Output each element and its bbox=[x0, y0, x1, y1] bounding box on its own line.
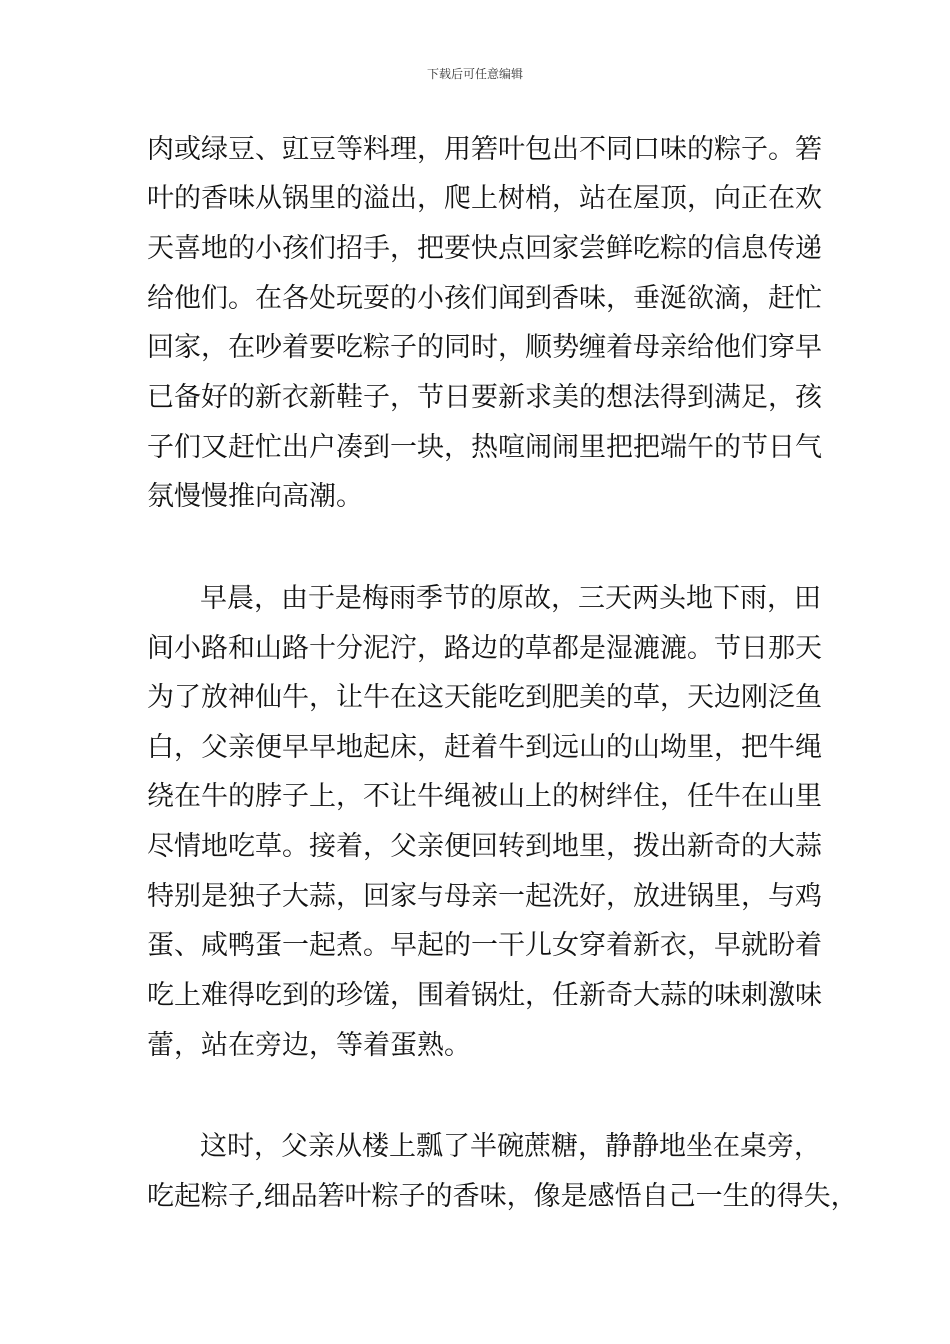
paragraph-2-line-2: 间小路和山路十分泥泞，路边的草都是湿漉漉。节日那天 bbox=[147, 633, 822, 664]
paragraph-2-line-9: 吃上难得吃到的珍馐，围着锅灶，任新奇大蒜的味刺激味 bbox=[147, 980, 822, 1011]
paragraph-1-line-1: 肉或绿豆、豇豆等料理，用箬叶包出不同口味的粽子。箬 bbox=[147, 134, 822, 165]
paragraph-2-line-3: 为了放神仙牛，让牛在这天能吃到肥美的草，天边刚泛鱼 bbox=[147, 682, 822, 713]
paragraph-2-line-7: 特别是独子大蒜，回家与母亲一起洗好，放进锅里，与鸡 bbox=[147, 881, 822, 912]
paragraph-2-line-10: 蕾，站在旁边，等着蛋熟。 bbox=[147, 1030, 471, 1061]
paragraph-1-line-2: 叶的香味从锅里的溢出，爬上树梢，站在屋顶，向正在欢 bbox=[147, 183, 822, 214]
paragraph-3-line-1: 这时，父亲从楼上瓢了半碗蔗糖，静静地坐在桌旁， bbox=[200, 1131, 821, 1162]
paragraph-1-line-8: 氛慢慢推向高潮。 bbox=[147, 481, 363, 512]
paragraph-1-line-7: 子们又赶忙出户凑到一块，热喧闹闹里把把端午的节日气 bbox=[147, 432, 822, 463]
paragraph-2-line-1: 早晨，由于是梅雨季节的原故，三天两头地下雨，田 bbox=[200, 583, 821, 614]
paragraph-1-line-6: 已备好的新衣新鞋子，节日要新求美的想法得到满足，孩 bbox=[147, 382, 822, 413]
paragraph-2-line-4: 白，父亲便早早地起床，赶着牛到远山的山坳里，把牛绳 bbox=[147, 732, 822, 763]
page-header-note: 下载后可任意编辑 bbox=[426, 67, 523, 81]
paragraph-3-line-2: 吃起粽子,细品箬叶粽子的香味，像是感悟自己一生的得失， bbox=[147, 1181, 858, 1212]
paragraph-2-line-6: 尽情地吃草。接着，父亲便回转到地里，拨出新奇的大蒜 bbox=[147, 831, 822, 862]
paragraph-1-line-5: 回家，在吵着要吃粽子的同时，顺势缠着母亲给他们穿早 bbox=[147, 332, 822, 363]
paragraph-1-line-3: 天喜地的小孩们招手，把要快点回家尝鲜吃粽的信息传递 bbox=[147, 233, 822, 264]
paragraph-2-line-5: 绕在牛的脖子上，不让牛绳被山上的树绊住，任牛在山里 bbox=[147, 781, 822, 812]
paragraph-1-line-4: 给他们。在各处玩耍的小孩们闻到香味，垂涎欲滴，赶忙 bbox=[147, 283, 822, 314]
paragraph-2-line-8: 蛋、咸鸭蛋一起煮。早起的一干儿女穿着新衣，早就盼着 bbox=[147, 930, 822, 961]
